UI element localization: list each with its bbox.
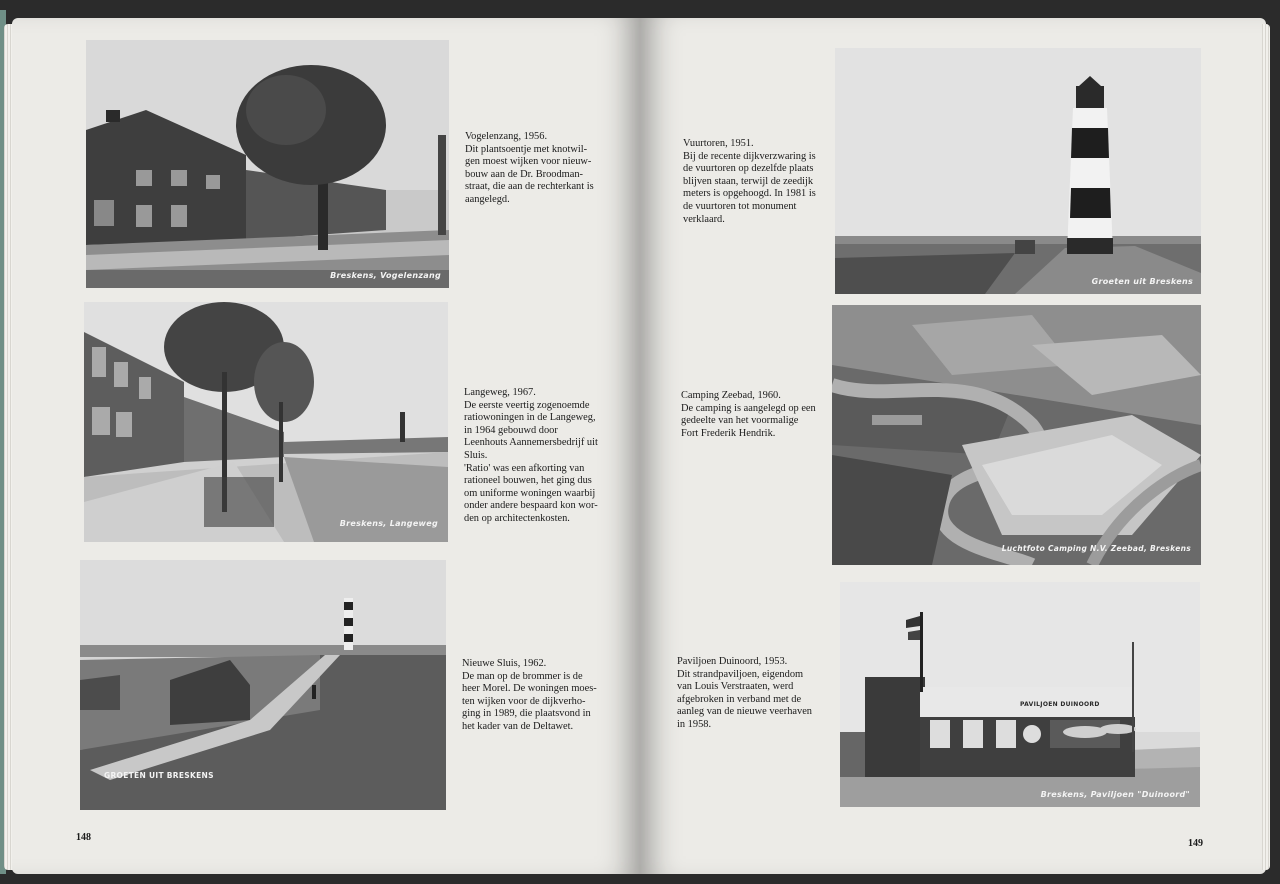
caption-title: Paviljoen Duinoord, 1953.: [677, 656, 788, 667]
photo-caption: Breskens, Langeweg: [339, 519, 438, 528]
photo-caption: Luchtfoto Camping N.V. Zeebad, Breskens: [1001, 544, 1191, 553]
caption-title: Vuurtoren, 1951.: [683, 138, 754, 149]
caption-title: Langeweg, 1967.: [464, 387, 536, 398]
caption-title: Camping Zeebad, 1960.: [681, 390, 781, 401]
caption-camping-zeebad: [681, 390, 831, 440]
photo-caption: Breskens, Paviljoen "Duinoord": [1040, 790, 1190, 799]
photo-nieuwe-sluis: [80, 560, 446, 810]
photo-vuurtoren: [835, 48, 1201, 294]
photo-caption: Breskens, Vogelenzang: [330, 271, 441, 280]
caption-title: Nieuwe Sluis, 1962.: [462, 658, 547, 669]
caption-nieuwe-sluis: [462, 658, 612, 734]
caption-vuurtoren: [683, 138, 833, 226]
caption-body: De camping is aangelegd op een gedeelte van het voormalige Fort Frederik Hendrik.: [681, 402, 816, 439]
caption-paviljoen-duinoord: [677, 656, 827, 732]
caption-body: Dit strandpaviljoen, eigendom van Louis Verstraaten, werd afgebroken in verband met de aanleg van de nieuwe veerhaven in 1958.: [677, 668, 813, 730]
sign-text: PAVILJOEN DUINOORD: [1020, 701, 1100, 708]
caption-title: Vogelenzang, 1956.: [465, 131, 548, 142]
caption-body: De man op de brommer is de heer Morel. De woningen moes- ten wijken voor de dijkverho- ging in 1989, die plaatsvond in het kader van de Deltawet.: [462, 670, 597, 732]
page-number-left: 148: [76, 832, 91, 843]
caption-vogelenzang: [465, 131, 615, 207]
photo-langeweg: [84, 302, 448, 542]
caption-body: Dit plantsoentje met knotwil- gen moest wijken voor nieuw- bouw aan de Dr. Broodman- straat, die aan de rechterkant is aangelegd.: [465, 143, 594, 205]
photo-vogelenzang: [86, 40, 449, 288]
page-stack-right: [1262, 24, 1270, 870]
photo-camping-zeebad: [832, 305, 1201, 565]
photo-caption: Groeten uit Breskens: [1091, 277, 1193, 286]
page-number-right: 149: [1188, 838, 1203, 849]
caption-body: Bij de recente dijkverzwaring is de vuurtoren op dezelfde plaats blijven staan, terwijl de zeedijk meters is opgehoogd. In 1981 is de vuurtoren tot monument verklaard.: [683, 150, 816, 225]
caption-langeweg: [464, 387, 614, 526]
photo-paviljoen-duinoord: [840, 582, 1200, 807]
photo-caption: GROETEN UIT BRESKENS: [104, 771, 214, 780]
caption-body: De eerste veertig zogenoemde ratiowoningen in de Langeweg, in 1964 gebouwd door Leenhouts Aannemersbedrijf uit Sluis. 'Ratio' was een afkorting van rationeel bouwen, het ging dus om uniforme woningen waarbij onder andere bespaard kon wor- den op architectenkosten.: [464, 399, 598, 524]
